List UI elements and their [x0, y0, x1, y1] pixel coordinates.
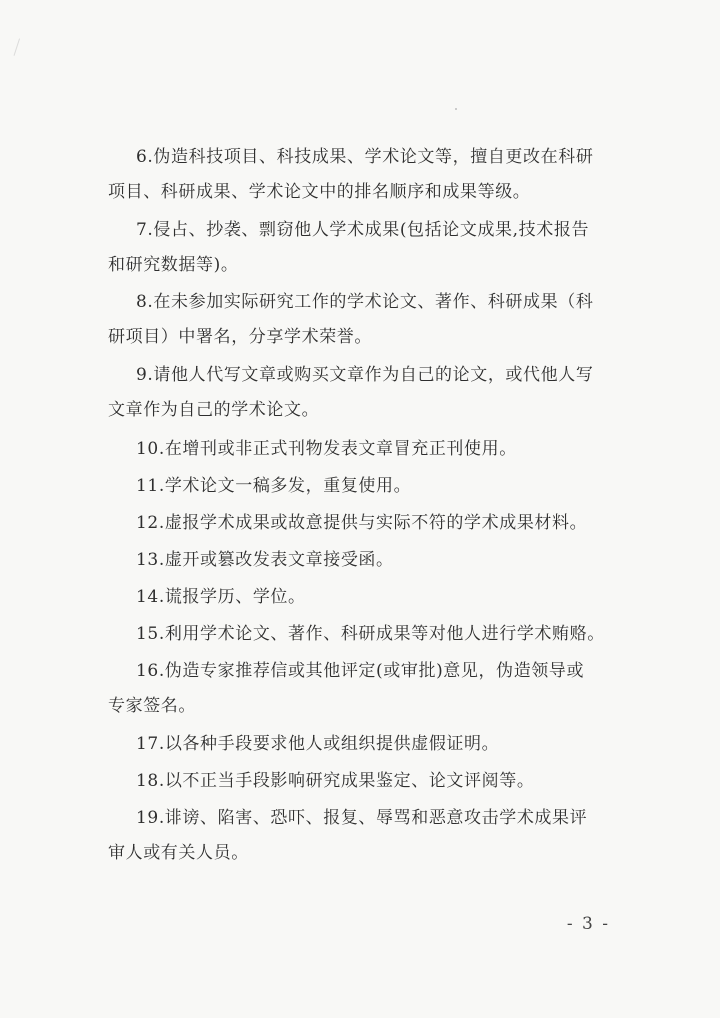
item-14-line: 14.谎报学历、学位。 [136, 587, 306, 607]
item-7-line-1: 7.侵占、抄袭、剽窃他人学术成果(包括论文成果,技术报告 [136, 220, 590, 240]
item-6-line-2: 项目、科研成果、学术论文中的排名顺序和成果等级。 [108, 182, 531, 202]
item-10-line: 10.在增刊或非正式刊物发表文章冒充正刊使用。 [136, 439, 517, 459]
item-8-line-1: 8.在未参加实际研究工作的学术论文、著作、科研成果（科 [136, 292, 594, 312]
item-8-line-2: 研项目）中署名，分享学术荣誉。 [108, 327, 372, 347]
item-18-line: 18.以不正当手段影响研究成果鉴定、论文评阅等。 [136, 771, 535, 791]
item-9-line-1: 9.请他人代写文章或购买文章作为自己的论文，或代他人写 [136, 365, 594, 385]
item-9-line-2: 文章作为自己的学术论文。 [108, 400, 320, 420]
item-13-line: 13.虚开或篡改发表文章接受函。 [136, 550, 394, 570]
item-12-line: 12.虚报学术成果或故意提供与实际不符的学术成果材料。 [136, 513, 588, 533]
item-6-line-1: 6.伪造科技项目、科技成果、学术论文等，擅自更改在科研 [136, 147, 594, 167]
item-16-line-1: 16.伪造专家推荐信或其他评定(或审批)意见，伪造领导或 [136, 661, 585, 681]
item-7-line-2: 和研究数据等)。 [108, 255, 239, 275]
item-11-line: 11.学术论文一稿多发，重复使用。 [136, 476, 412, 496]
item-15-line: 15.利用学术论文、著作、科研成果等对他人进行学术贿赂。 [136, 624, 605, 644]
item-16-line-2: 专家签名。 [108, 696, 196, 716]
page-number: - 3 - [566, 914, 610, 934]
item-19-line-1: 19.诽谤、陷害、恐吓、报复、辱骂和恶意攻击学术成果评 [136, 808, 588, 828]
item-19-line-2: 审人或有关人员。 [108, 843, 249, 863]
item-17-line: 17.以各种手段要求他人或组织提供虚假证明。 [136, 734, 500, 754]
